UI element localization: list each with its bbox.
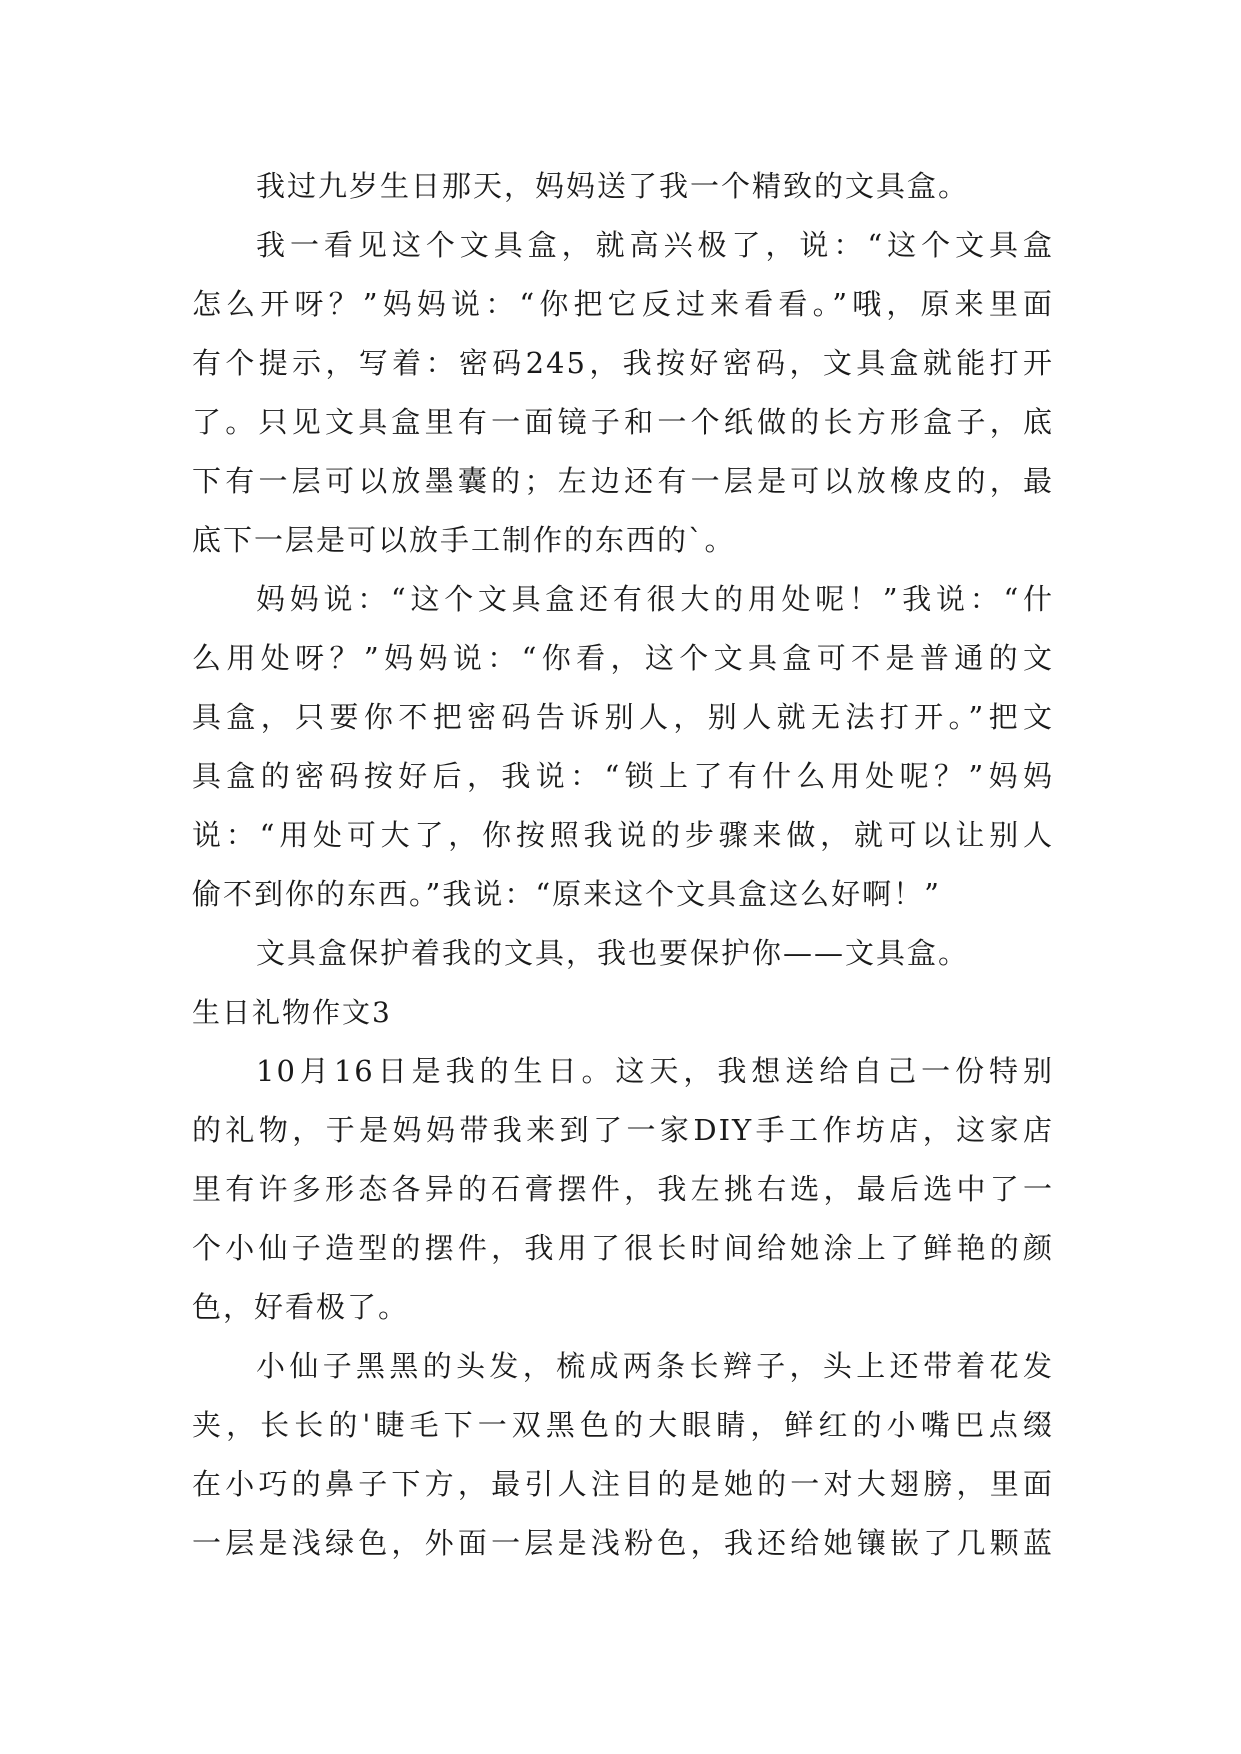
text-line: 么用处呀？”妈妈说：“你看，这个文具盒可不是普通的文 bbox=[192, 641, 1054, 675]
text-line: 文具盒保护着我的文具，我也要保护你——文具盒。 bbox=[256, 936, 970, 970]
section-heading: 生日礼物作文3 bbox=[192, 996, 392, 1029]
text-line: 具盒的密码按好后，我说：“锁上了有什么用处呢？”妈妈 bbox=[192, 759, 1054, 793]
text-line: 下有一层可以放墨囊的；左边还有一层是可以放橡皮的，最 bbox=[192, 464, 1054, 498]
text-line: 我过九岁生日那天，妈妈送了我一个精致的文具盒。 bbox=[256, 169, 970, 203]
text-line: 10月16日是我的生日。这天，我想送给自己一份特别 bbox=[256, 1054, 1054, 1088]
text-line: 底下一层是可以放手工制作的东西的`。 bbox=[192, 523, 736, 557]
text-line: 个小仙子造型的摆件，我用了很长时间给她涂上了鲜艳的颜 bbox=[192, 1231, 1054, 1265]
text-line: 有个提示，写着：密码245，我按好密码，文具盒就能打开 bbox=[192, 346, 1054, 380]
document-body bbox=[192, 157, 1054, 1573]
text-line: 一层是浅绿色，外面一层是浅粉色，我还给她镶嵌了几颗蓝 bbox=[192, 1526, 1054, 1560]
text-line: 在小巧的鼻子下方，最引人注目的是她的一对大翅膀，里面 bbox=[192, 1467, 1054, 1501]
text-line: 怎么开呀？”妈妈说：“你把它反过来看看。”哦，原来里面 bbox=[192, 287, 1054, 321]
text-line: 我一看见这个文具盒，就高兴极了，说：“这个文具盒 bbox=[256, 228, 1054, 262]
text-line: 里有许多形态各异的石膏摆件，我左挑右选，最后选中了一 bbox=[192, 1172, 1054, 1206]
text-line: 的礼物，于是妈妈带我来到了一家DIY手工作坊店，这家店 bbox=[192, 1113, 1054, 1147]
text-line: 妈妈说：“这个文具盒还有很大的用处呢！”我说：“什 bbox=[256, 582, 1054, 616]
text-line: 偷不到你的东西。”我说：“原来这个文具盒这么好啊！” bbox=[192, 877, 941, 911]
text-line: 色，好看极了。 bbox=[192, 1290, 410, 1324]
text-line: 了。只见文具盒里有一面镜子和一个纸做的长方形盒子，底 bbox=[192, 405, 1054, 439]
text-line: 小仙子黑黑的头发，梳成两条长辫子，头上还带着花发 bbox=[256, 1349, 1054, 1383]
text-line: 具盒，只要你不把密码告诉别人，别人就无法打开。”把文 bbox=[192, 700, 1054, 734]
text-line: 说：“用处可大了，你按照我说的步骤来做，就可以让别人 bbox=[192, 818, 1054, 852]
text-line: 夹，长长的'睫毛下一双黑色的大眼睛，鲜红的小嘴巴点缀 bbox=[192, 1408, 1054, 1442]
